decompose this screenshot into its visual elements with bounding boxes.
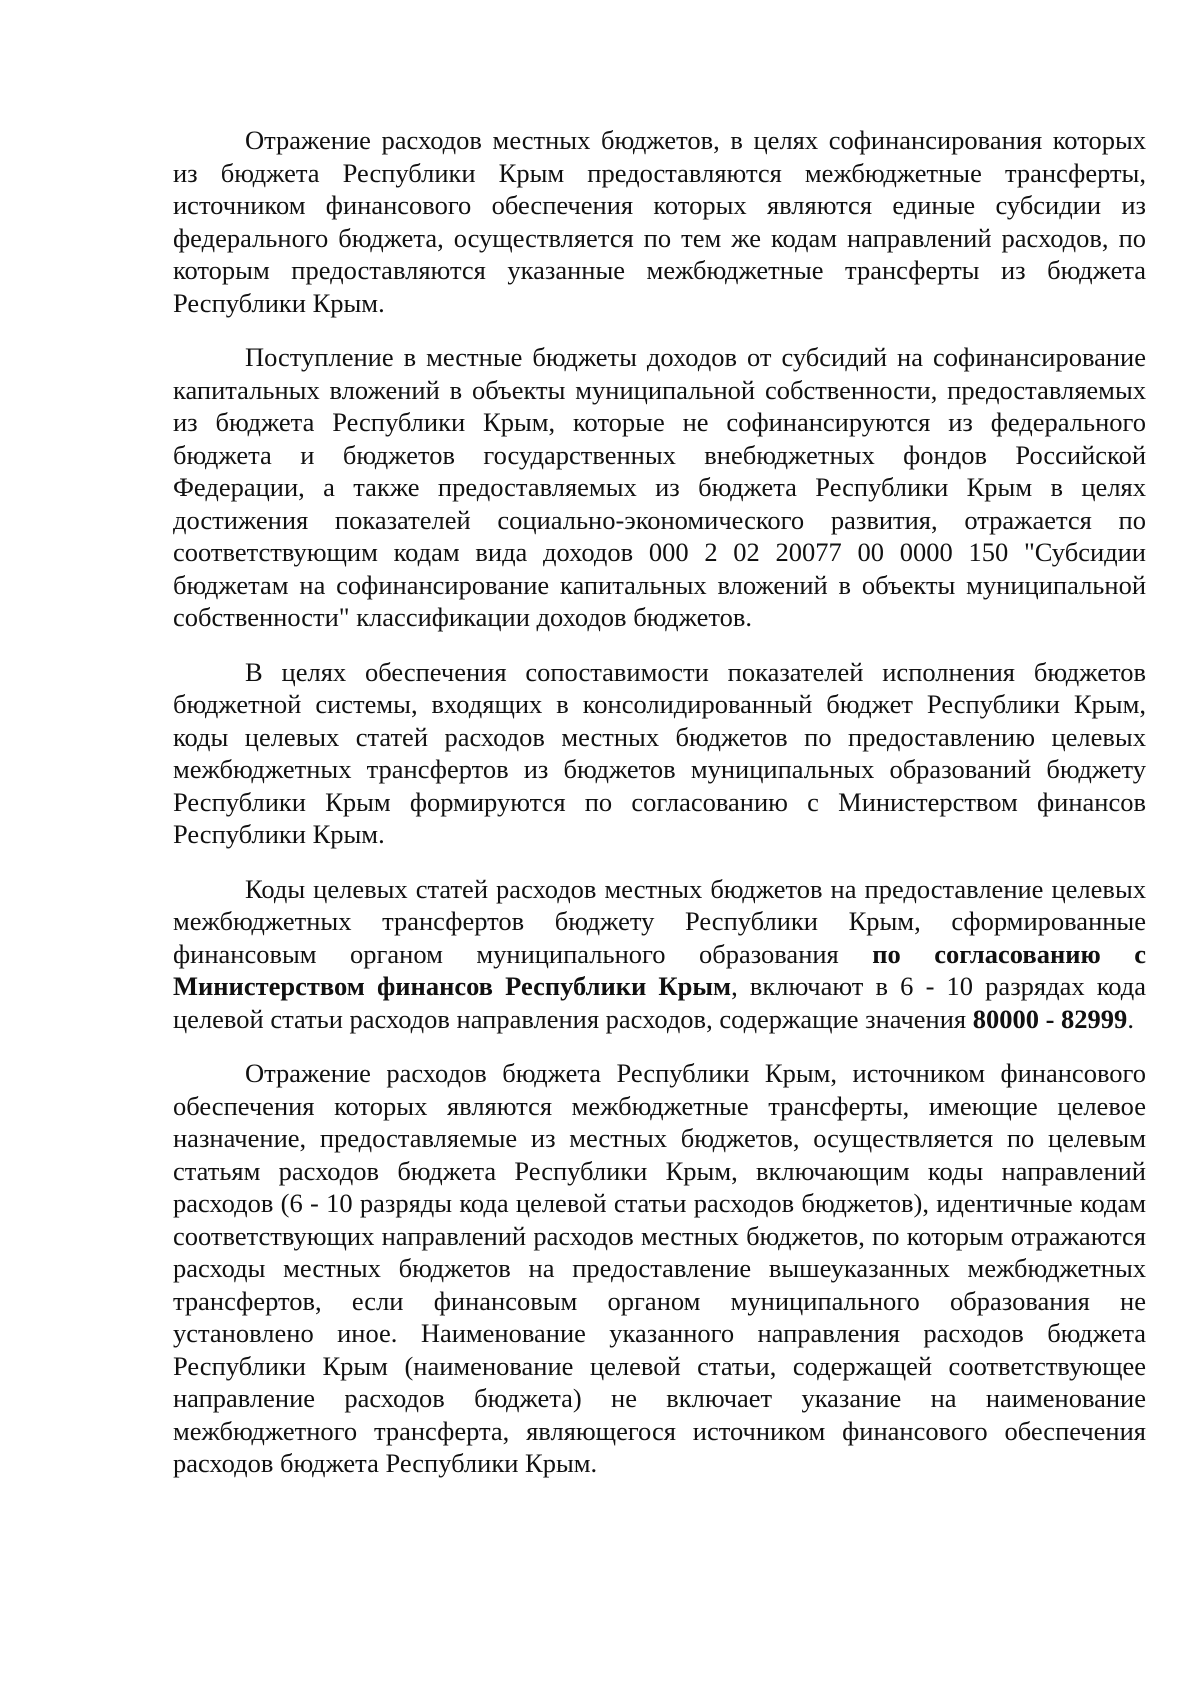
paragraph-1 bbox=[173, 124, 1146, 319]
paragraph-1-text: Отражение расходов местных бюджетов, в целях софинансирования которых из бюджета Республики Крым предоставляются межбюджетные трансферты, источником финансового обеспечения которых являются единые субсидии из федерального бюджета, осуществляется по тем же кодам направлений расходов, по которым предоставляются указанные межбюджетные трансферты из бюджета Республики Крым. bbox=[173, 125, 1146, 318]
paragraph-2 bbox=[173, 341, 1146, 634]
paragraph-5-text: Отражение расходов бюджета Республики Крым, источником финансового обеспечения которых являются межбюджетные трансферты, имеющие целевое назначение, предоставляемые из местных бюджетов, осуществляется по целевым статьям расходов бюджета Республики Крым, включающим коды направлений расходов (6 - 10 разряды кода целевой статьи расходов бюджетов), идентичные кодам соответствующих направлений расходов местных бюджетов, по которым отражаются расходы местных бюджетов на предоставление вышеуказанных межбюджетных трансфертов, если финансовым органом муниципального образования не установлено иное. Наименование указанного направления расходов бюджета Республики Крым (наименование целевой статьи, содержащей соответствующее направление расходов бюджета) не включает указание на наименование межбюджетного трансферта, являющегося источником финансового обеспечения расходов бюджета Республики Крым. bbox=[173, 1058, 1146, 1478]
paragraph-4-text-part2: , включают в 6 - 10 разрядах кода целевой статьи расходов направления расходов, содержащие значения bbox=[173, 971, 1146, 1034]
paragraph-4-bold-range: 80000 - 82999 bbox=[972, 1003, 1128, 1034]
paragraph-4 bbox=[173, 873, 1146, 1036]
paragraph-4-bold-agreement: по согласованию с Министерством финансов Республики Крым bbox=[173, 938, 1146, 1001]
paragraph-5 bbox=[173, 1057, 1146, 1480]
paragraph-4-text-part3: . bbox=[1127, 1003, 1134, 1034]
document-page bbox=[173, 124, 1146, 1502]
paragraph-3-text: В целях обеспечения сопоставимости показателей исполнения бюджетов бюджетной системы, входящих в консолидированный бюджет Республики Крым, коды целевых статей расходов местных бюджетов по предоставлению целевых межбюджетных трансфертов из бюджетов муниципальных образований бюджету Республики Крым формируются по согласованию с Министерством финансов Республики Крым. bbox=[173, 656, 1146, 849]
paragraph-3 bbox=[173, 656, 1146, 851]
paragraph-4-text-part1: Коды целевых статей расходов местных бюджетов на предоставление целевых межбюджетных трансфертов бюджету Республики Крым, сформированные финансовым органом муниципального образования bbox=[173, 873, 1146, 969]
paragraph-2-text: Поступление в местные бюджеты доходов от субсидий на софинансирование капитальных вложений в объекты муниципальной собственности, предоставляемых из бюджета Республики Крым, которые не софинансируются из федерального бюджета и бюджетов государственных внебюджетных фондов Российской Федерации, а также предоставляемых из бюджета Республики Крым в целях достижения показателей социально-экономического развития, отражается по соответствующим кодам вида доходов 000 2 02 20077 00 0000 150 "Субсидии бюджетам на софинансирование капитальных вложений в объекты муниципальной собственности" классификации доходов бюджетов. bbox=[173, 342, 1146, 632]
